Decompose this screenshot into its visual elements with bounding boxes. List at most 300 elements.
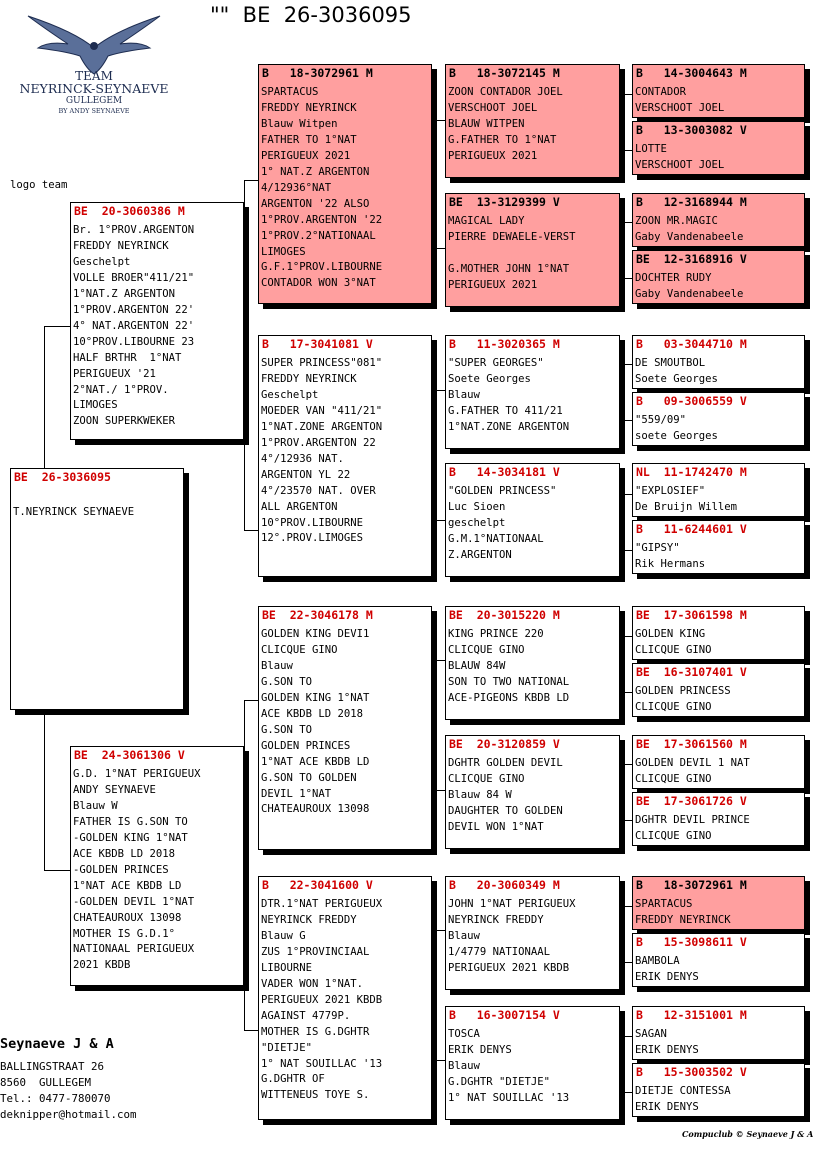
connector [432, 248, 445, 249]
ring-number: BE 17-3061726 V [636, 794, 747, 808]
detail-line: "559/09" [635, 414, 687, 426]
detail-line: Blauw G [261, 929, 306, 942]
detail-line: "GIPSY" [635, 542, 680, 554]
ring-number: B 18-3072961 M [262, 66, 373, 80]
detail-line: 1°NAT.ZONE ARGENTON [448, 420, 570, 433]
connector [620, 420, 632, 421]
team-logo [10, 14, 178, 118]
connector [432, 790, 445, 791]
detail-line: ACE KBDB LD 2018 [261, 707, 364, 720]
detail-line: FREDDY NEYRINCK [73, 239, 169, 252]
detail-line: GOLDEN KING [635, 628, 706, 640]
connector [244, 180, 258, 181]
detail-line: G.MOTHER JOHN 1°NAT [448, 262, 570, 275]
detail-line: DAUGHTER TO GOLDEN [448, 804, 563, 817]
detail-line: 4/12936°NAT [261, 181, 332, 194]
ring-number: B 14-3004643 M [636, 66, 747, 80]
detail-line: SUPER PRINCESS"081" [261, 357, 383, 369]
connector [620, 278, 632, 279]
pigeon-card-fff [445, 64, 620, 178]
detail-line: VERSCHOOT JOEL [448, 101, 538, 114]
detail-line: ERIK DENYS [448, 1043, 512, 1056]
connector [44, 710, 45, 870]
detail-line: LOTTE [635, 143, 667, 155]
detail-line: MOEDER VAN "411/21" [261, 404, 383, 417]
detail-line: Blauw [448, 388, 480, 401]
connector [620, 636, 632, 637]
pigeon-card-g1 [632, 64, 805, 118]
detail-line: -GOLDEN PRINCES [73, 863, 169, 876]
pigeon-details [261, 627, 369, 818]
connector [620, 550, 632, 551]
detail-line: Blauw Witpen [261, 117, 338, 130]
detail-line: 1° NAT SOUILLAC '13 [448, 1091, 570, 1104]
owner-phone: Tel.: 0477-780070 [0, 1092, 111, 1105]
detail-line: CLICQUE GINO [635, 772, 712, 785]
ring-number: B 09-3006559 V [636, 394, 747, 408]
detail-line: Luc Sioen [448, 500, 506, 513]
ring-number: B 12-3151001 M [636, 1008, 747, 1022]
logo-line-city: GULLEGEM [65, 96, 123, 106]
detail-line: DOCHTER RUDY [635, 272, 712, 284]
detail-line: G.FATHER TO 411/21 [448, 404, 563, 417]
connector [620, 150, 632, 151]
detail-line: PERIGUEUX 2021 [448, 149, 538, 162]
detail-line: PERIGUEUX 2021 KBDB [448, 961, 570, 974]
detail-line: T.NEYRINCK SEYNAEVE [13, 505, 135, 518]
detail-line: GOLDEN PRINCESS [635, 685, 731, 697]
pigeon-details [448, 85, 563, 165]
pigeon-card-mm [258, 876, 432, 1120]
ring-number: B 16-3007154 V [449, 1008, 560, 1022]
detail-line: 2°NAT./ 1°PROV. [73, 383, 169, 396]
footer-credit: Compuclub © Seynaeve J & A [682, 1129, 814, 1139]
detail-line: BLAUW WITPEN [448, 117, 525, 130]
pigeon-card-g11 [632, 735, 805, 789]
owner-email: deknipper@hotmail.com [0, 1108, 137, 1121]
detail-line: HALF BRTHR 1°NAT [73, 351, 182, 364]
pigeon-details [635, 356, 718, 388]
detail-line: CONTADOR WON 3°NAT [261, 277, 376, 290]
detail-line: DIETJE CONTESSA [635, 1085, 731, 1097]
detail-line: SPARTACUS [635, 898, 693, 910]
ring-number: B 03-3044710 M [636, 337, 747, 351]
detail-line: JOHN 1°NAT PERIGUEUX [448, 898, 576, 910]
connector [432, 520, 445, 521]
detail-line: 10°PROV.LIBOURNE [261, 516, 364, 529]
connector [620, 962, 632, 963]
pigeon-card-g12 [632, 792, 805, 846]
ring-number: B 17-3041081 V [262, 337, 373, 351]
ring-number: BE 13-3129399 V [449, 195, 560, 209]
pigeon-card-g4 [632, 250, 805, 304]
detail-line: 10°PROV.LIBOURNE 23 [73, 335, 195, 348]
connector [432, 390, 445, 391]
pigeon-details [448, 756, 563, 836]
detail-line [448, 246, 576, 262]
detail-line: MAGICAL LADY [448, 215, 525, 227]
connector [432, 390, 433, 520]
connector [620, 692, 632, 693]
pigeon-details [13, 489, 134, 521]
detail-line: De Bruijn Willem [635, 500, 738, 513]
pigeon-details [448, 1027, 569, 1107]
pigeon-card-father [70, 202, 244, 440]
pigeon-card-g9 [632, 606, 805, 660]
logo-caption: logo team [10, 179, 68, 191]
detail-line: 4° NAT.ARGENTON 22' [73, 319, 195, 332]
page-title: "" BE 26-3036095 [210, 3, 412, 27]
connector [620, 906, 621, 962]
pigeon-details [635, 142, 724, 174]
detail-line: Blauw 84 W [448, 788, 512, 801]
pigeon-details [635, 756, 750, 788]
detail-line: SAGAN [635, 1028, 667, 1040]
ring-number: B 11-6244601 V [636, 522, 747, 536]
detail-line: NEYRINCK FREDDY [448, 913, 544, 926]
ring-number: B 14-3034181 V [449, 465, 560, 479]
detail-line: KING PRINCE 220 [448, 628, 544, 640]
ring-number: BE 17-3061560 M [636, 737, 747, 751]
connector [620, 364, 632, 365]
detail-line: FREDDY NEYRINCK [635, 913, 731, 926]
detail-line: 1°NAT.Z ARGENTON [73, 287, 176, 300]
detail-line: 4°/12936 NAT. [261, 452, 344, 465]
detail-line: SON TO TWO NATIONAL [448, 675, 570, 688]
pigeon-card-g16 [632, 1063, 805, 1117]
detail-line: G.F.1°PROV.LIBOURNE [261, 261, 383, 274]
ring-number: B 18-3072961 M [636, 878, 747, 892]
ring-number: B 18-3072145 M [449, 66, 560, 80]
detail-line: VOLLE BROER"411/21" [73, 271, 195, 284]
detail-line: VERSCHOOT JOEL [635, 101, 725, 114]
pigeon-card-g5 [632, 335, 805, 389]
pigeon-details [635, 271, 743, 303]
ring-number: B 12-3168944 M [636, 195, 747, 209]
detail-line: "GOLDEN PRINCESS" [448, 485, 557, 497]
logo-line-by: BY ANDY SEYNAEVE [58, 107, 130, 115]
pigeon-card-g14 [632, 933, 805, 987]
detail-line: ACE-PIGEONS KBDB LD [448, 691, 570, 704]
pigeon-details [448, 484, 556, 564]
detail-line: "SUPER GEORGES" [448, 357, 544, 369]
detail-line: Geschelpt [261, 388, 319, 401]
detail-line [13, 489, 134, 505]
detail-line: Blauw [448, 929, 480, 942]
detail-line: PERIGUEUX 2021 [448, 278, 538, 291]
owner-name: Seynaeve J & A [0, 1036, 114, 1052]
detail-line: SPARTACUS [261, 86, 319, 98]
detail-line: 1°PROV.ARGENTON 22 [261, 436, 376, 449]
detail-line: Gaby Vandenabeele [635, 287, 744, 300]
detail-line: 4°/23570 NAT. OVER [261, 484, 376, 497]
connector [620, 94, 621, 150]
detail-line: 1°PROV.ARGENTON '22 [261, 213, 383, 226]
detail-line: CONTADOR [635, 86, 687, 98]
connector [432, 930, 445, 931]
detail-line: ZOON CONTADOR JOEL [448, 86, 563, 98]
connector [620, 222, 621, 278]
pigeon-card-mmm [445, 1006, 620, 1120]
owner-city: 8560 GULLEGEM [0, 1076, 92, 1089]
pigeon-card-ff [258, 64, 432, 304]
detail-line: DEVIL WON 1°NAT [448, 820, 544, 833]
detail-line: CLICQUE GINO [635, 643, 712, 656]
detail-line: DTR.1°NAT PERIGUEUX [261, 898, 383, 910]
detail-line: ZOON SUPERKWEKER [73, 415, 176, 428]
detail-line: Br. 1°PROV.ARGENTON [73, 224, 195, 236]
pigeon-card-mf [258, 606, 432, 850]
pigeon-card-g13 [632, 876, 805, 930]
pigeon-details [73, 767, 201, 974]
connector [620, 764, 621, 820]
detail-line: PERIGUEUX '21 [73, 367, 156, 380]
connector [620, 364, 621, 420]
detail-line: ZUS 1°PROVINCIAAL [261, 945, 370, 958]
pigeon-details [635, 1027, 699, 1059]
connector [244, 180, 245, 530]
pigeon-details [635, 85, 724, 117]
pigeon-card-mother [70, 746, 244, 986]
ring-number: BE 22-3046178 M [262, 608, 373, 622]
detail-line: LIBOURNE [261, 961, 313, 974]
connector [244, 530, 258, 531]
ring-number: BE 20-3060386 M [74, 204, 185, 218]
detail-line: GOLDEN KING DEVI1 [261, 628, 370, 640]
detail-line: Z.ARGENTON [448, 548, 512, 561]
pigeon-card-ffm [445, 193, 620, 307]
pigeon-card-g7 [632, 463, 805, 517]
ring-number: BE 17-3061598 M [636, 608, 747, 622]
detail-line: VADER WON 1°NAT. [261, 977, 364, 990]
pigeon-details [73, 223, 194, 430]
detail-line: "DIETJE" [261, 1041, 313, 1054]
connector [620, 820, 632, 821]
detail-line: CLICQUE GINO [261, 643, 338, 656]
owner-street: BALLINGSTRAAT 26 [0, 1060, 105, 1073]
detail-line: Blauw [448, 1059, 480, 1072]
connector [620, 1092, 632, 1093]
detail-line: geschelpt [448, 516, 506, 529]
detail-line: CHATEAUROUX 13098 [73, 911, 182, 924]
connector [620, 94, 632, 95]
pigeon-details [635, 1084, 731, 1116]
connector [44, 870, 71, 871]
ring-number: BE 16-3107401 V [636, 665, 747, 679]
pigeon-card-g15 [632, 1006, 805, 1060]
detail-line: 1/4779 NATIONAAL [448, 945, 551, 958]
detail-line: ARGENTON YL 22 [261, 468, 351, 481]
detail-line: G.D. 1°NAT PERIGUEUX [73, 768, 201, 780]
detail-line: GOLDEN DEVIL 1 NAT [635, 757, 750, 769]
detail-line: soete Georges [635, 429, 718, 442]
ring-number: B 20-3060349 M [449, 878, 560, 892]
detail-line: ACE KBDB LD 2018 [73, 847, 176, 860]
pigeon-card-fmm [445, 463, 620, 577]
detail-line: Rik Hermans [635, 557, 706, 570]
detail-line: ERIK DENYS [635, 970, 699, 983]
connector [432, 1060, 445, 1061]
detail-line: G.FATHER TO 1°NAT [448, 133, 557, 146]
ring-number: B 15-3098611 V [636, 935, 747, 949]
detail-line: NEYRINCK FREDDY [261, 913, 357, 926]
detail-line: G.SON TO GOLDEN [261, 771, 357, 784]
detail-line: CHATEAUROUX 13098 [261, 803, 370, 816]
pigeon-card-mmf [445, 876, 620, 990]
detail-line: FATHER TO 1°NAT [261, 133, 357, 146]
detail-line: MOTHER IS G.DGHTR [261, 1025, 370, 1038]
connector [620, 906, 632, 907]
detail-line: ERIK DENYS [635, 1043, 699, 1056]
connector [432, 930, 433, 1060]
connector [432, 660, 445, 661]
detail-line: PIERRE DEWAELE-VERST [448, 230, 576, 243]
ring-number: B 11-3020365 M [449, 337, 560, 351]
detail-line: BLAUW 84W [448, 659, 506, 672]
pigeon-details [448, 356, 569, 436]
pigeon-card-g6 [632, 392, 805, 446]
detail-line: G.DGHTR "DIETJE" [448, 1075, 551, 1088]
detail-line: ERIK DENYS [635, 1100, 699, 1113]
detail-line: TOSCA [448, 1028, 480, 1040]
connector [620, 494, 632, 495]
pigeon-card-fm [258, 335, 432, 577]
pigeon-details [261, 85, 382, 292]
detail-line: CLICQUE GINO [635, 829, 712, 842]
ring-number: BE 20-3015220 M [449, 608, 560, 622]
connector [244, 700, 245, 1030]
pigeon-card-subject [10, 468, 184, 710]
connector [620, 1036, 621, 1092]
pigeon-card-mfm [445, 735, 620, 849]
connector [620, 1036, 632, 1037]
detail-line: 1°PROV.ARGENTON 22' [73, 303, 195, 316]
ring-number: NL 11-1742470 M [636, 465, 747, 479]
ring-number: B 13-3003082 V [636, 123, 747, 137]
detail-line: PERIGUEUX 2021 [261, 149, 351, 162]
detail-line: DGHTR DEVIL PRINCE [635, 814, 750, 826]
detail-line: Soete Georges [635, 372, 718, 385]
pigeon-details [635, 897, 731, 929]
detail-line: PERIGUEUX 2021 KBDB [261, 993, 383, 1006]
detail-line: G.M.1°NATIONAAL [448, 532, 544, 545]
detail-line: 1°NAT ACE KBDB LD [73, 879, 182, 892]
pigeon-details [635, 954, 699, 986]
pigeon-details [635, 484, 737, 516]
pigeon-card-g3 [632, 193, 805, 247]
connector [432, 120, 445, 121]
detail-line: 1°NAT.ZONE ARGENTON [261, 420, 383, 433]
ring-number: B 22-3041600 V [262, 878, 373, 892]
detail-line: G.SON TO [261, 723, 313, 736]
pigeon-details [635, 813, 750, 845]
connector [432, 660, 433, 790]
ring-number: B 15-3003502 V [636, 1065, 747, 1079]
detail-line: 1°NAT ACE KBDB LD [261, 755, 370, 768]
connector [620, 494, 621, 550]
detail-line: LIMOGES [73, 399, 118, 412]
detail-line: FREDDY NEYRINCK [261, 372, 357, 385]
ring-number: BE 12-3168916 V [636, 252, 747, 266]
pigeon-card-g2 [632, 121, 805, 175]
pigeon-card-fmf [445, 335, 620, 449]
detail-line: LIMOGES [261, 245, 306, 258]
detail-line: Geschelpt [73, 255, 131, 268]
detail-line: G.SON TO [261, 675, 313, 688]
pigeon-details [261, 897, 382, 1104]
detail-line: -GOLDEN KING 1°NAT [73, 831, 188, 844]
connector [44, 326, 71, 327]
detail-line: Blauw W [73, 799, 118, 812]
connector [44, 326, 45, 468]
pigeon-details [261, 356, 382, 547]
pigeon-details [635, 541, 705, 573]
detail-line: BAMBOLA [635, 955, 680, 967]
detail-line: FREDDY NEYRINCK [261, 101, 357, 114]
pigeon-card-mff [445, 606, 620, 720]
pigeon-details [635, 684, 731, 716]
connector [244, 1030, 258, 1031]
detail-line: DGHTR GOLDEN DEVIL [448, 757, 563, 769]
pigeon-details [448, 214, 576, 294]
eagle-icon [10, 14, 178, 76]
ring-number: BE 26-3036095 [14, 470, 111, 484]
connector [620, 764, 632, 765]
detail-line: VERSCHOOT JOEL [635, 158, 725, 171]
detail-line: DEVIL 1°NAT [261, 787, 332, 800]
connector [432, 120, 433, 248]
detail-line: Gaby Vandenabeele [635, 230, 744, 243]
connector [620, 636, 621, 692]
connector [620, 222, 632, 223]
detail-line: AGAINST 4779P. [261, 1009, 351, 1022]
detail-line: CLICQUE GINO [448, 772, 525, 785]
detail-line: 1° NAT.Z ARGENTON [261, 165, 370, 178]
logo-line-team: TEAM [75, 69, 113, 83]
detail-line: G.DGHTR OF [261, 1073, 325, 1086]
detail-line: Blauw [261, 659, 293, 672]
detail-line: WITTENEUS TOYE S. [261, 1089, 370, 1102]
detail-line: ALL ARGENTON [261, 500, 338, 513]
detail-line: ARGENTON '22 ALSO [261, 197, 370, 210]
detail-line: CLICQUE GINO [635, 700, 712, 713]
detail-line: DE SMOUTBOL [635, 357, 706, 369]
detail-line: "EXPLOSIEF" [635, 485, 706, 497]
pigeon-details [448, 627, 569, 707]
detail-line: FATHER IS G.SON TO [73, 815, 188, 828]
detail-line: GOLDEN PRINCES [261, 739, 351, 752]
pigeon-details [448, 897, 576, 977]
detail-line: ZOON MR.MAGIC [635, 215, 718, 227]
detail-line: ANDY SEYNAEVE [73, 783, 156, 796]
detail-line: 1°PROV.2°NATIONAAL [261, 229, 376, 242]
ring-number: BE 24-3061306 V [74, 748, 185, 762]
detail-line: Soete Georges [448, 372, 531, 385]
detail-line: CLICQUE GINO [448, 643, 525, 656]
detail-line: 1° NAT SOUILLAC '13 [261, 1057, 383, 1070]
detail-line: NATIONAAL PERIGUEUX [73, 943, 195, 956]
logo-line-name: NEYRINCK-SEYNAEVE [19, 81, 169, 96]
ring-number: BE 20-3120859 V [449, 737, 560, 751]
pigeon-card-g10 [632, 663, 805, 717]
pigeon-card-g8 [632, 520, 805, 574]
connector [244, 700, 258, 701]
detail-line: 2021 KBDB [73, 959, 131, 972]
detail-line: -GOLDEN DEVIL 1°NAT [73, 895, 195, 908]
pigeon-details [635, 214, 743, 246]
detail-line: 12°.PROV.LIMOGES [261, 532, 364, 545]
detail-line: GOLDEN KING 1°NAT [261, 691, 370, 704]
